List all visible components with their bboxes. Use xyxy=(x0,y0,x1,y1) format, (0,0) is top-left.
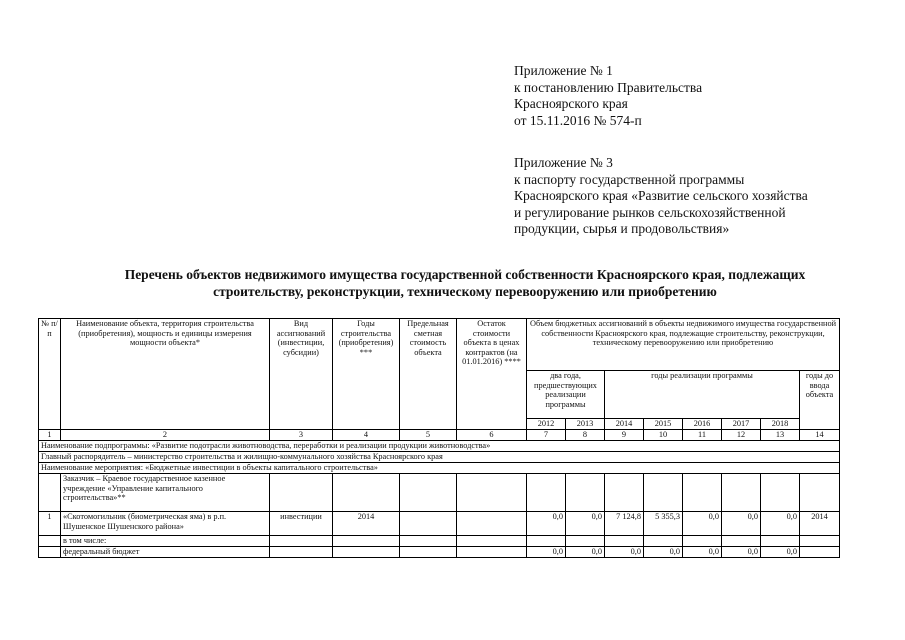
amount-cell: 5 355,3 xyxy=(644,512,683,536)
annex-line: к паспорту государственной программы xyxy=(514,171,745,187)
amount-cell: 0,0 xyxy=(722,547,761,558)
year-header: 2013 xyxy=(566,419,605,430)
year-header: 2017 xyxy=(722,419,761,430)
col-number: 14 xyxy=(800,430,840,441)
year-header: 2012 xyxy=(527,419,566,430)
table-row xyxy=(39,452,840,463)
amount-cell: 0,0 xyxy=(722,512,761,536)
col-number: 1 xyxy=(39,430,61,441)
amount-cell: 0,0 xyxy=(566,547,605,558)
col-number: 4 xyxy=(333,430,400,441)
annex-line: Приложение № 1 xyxy=(514,63,613,78)
header-volume: Объем бюджетных ассигнований в объекты недвижимого имущества государственной собственности Красноярского края, подлежащие строительству, реконструкции, техническому перевооружению или приобретению xyxy=(527,319,840,371)
col-number: 7 xyxy=(527,430,566,441)
commission-year: 2014 xyxy=(800,512,840,536)
table-row xyxy=(39,536,840,547)
customer-cell: Заказчик – Краевое государственное казенное учреждение «Управление капитального строительства»** xyxy=(61,474,270,512)
manager-row: Главный распорядитель – министерство строительства и жилищно-коммунального хозяйства Красноярского края xyxy=(39,452,840,463)
row-number: 1 xyxy=(39,512,61,536)
year-header: 2014 xyxy=(605,419,644,430)
col-number: 5 xyxy=(400,430,457,441)
table-row xyxy=(39,547,840,558)
header-cost: Предельная сметная стоимость объекта xyxy=(400,319,457,430)
col-number: 13 xyxy=(761,430,800,441)
table-row xyxy=(39,463,840,474)
col-number: 11 xyxy=(683,430,722,441)
col-number: 9 xyxy=(605,430,644,441)
header-prev-years: два года, предшествующих реализации программы xyxy=(527,371,605,419)
year-header: 2015 xyxy=(644,419,683,430)
annex-line: и регулирование рынков сельскохозяйственной xyxy=(514,204,786,220)
header-remain: Остаток стоимости объекта в ценах контрактов (на 01.01.2016) **** xyxy=(457,319,527,430)
table-row xyxy=(39,474,840,512)
amount-cell: 0,0 xyxy=(761,547,800,558)
document-title xyxy=(40,266,890,300)
amount-cell: 0,0 xyxy=(527,547,566,558)
col-number: 10 xyxy=(644,430,683,441)
annex-3-block xyxy=(514,155,808,238)
object-name: «Скотомогильник (биометрическая яма) в р.п. Шушенское Шушенского района» xyxy=(61,512,270,536)
col-number: 3 xyxy=(270,430,333,441)
including-label: в том числе: xyxy=(61,536,270,547)
year-header: 2018 xyxy=(761,419,800,430)
col-number: 2 xyxy=(61,430,270,441)
col-number: 12 xyxy=(722,430,761,441)
header-num: № п/п xyxy=(39,319,61,430)
annex-line: Приложение № 3 xyxy=(514,155,613,170)
header-name: Наименование объекта, территория строительства (приобретения), мощность и единицы измерения мощности объекта* xyxy=(61,319,270,430)
object-kind: инвестиции xyxy=(270,512,333,536)
amount-cell: 0,0 xyxy=(683,512,722,536)
annex-line: от 15.11.2016 № 574-п xyxy=(514,112,642,128)
annex-line: Красноярского края xyxy=(514,96,628,111)
title-line-2: строительству, реконструкции, техническому перевооружению или приобретению xyxy=(213,284,717,299)
col-number: 6 xyxy=(457,430,527,441)
year-header: 2016 xyxy=(683,419,722,430)
amount-cell: 0,0 xyxy=(527,512,566,536)
annex-line: Красноярского края «Развитие сельского хозяйства xyxy=(514,188,808,203)
header-impl-years: годы реализации программы xyxy=(605,371,800,419)
annex-line: к постановлению Правительства xyxy=(514,79,703,95)
amount-cell: 0,0 xyxy=(683,547,722,558)
annex-1-block xyxy=(514,63,702,129)
annex-line: продукции, сырья и продовольствия» xyxy=(514,221,730,236)
subprogram-row: Наименование подпрограммы: «Развитие подотрасли животноводства, переработки и реализации продукции животноводства» xyxy=(39,441,840,452)
object-cost xyxy=(400,512,457,536)
header-commission: годы до ввода объекта xyxy=(800,371,840,430)
measure-row: Наименование мероприятия: «Бюджетные инвестиции в объекты капитального строительства» xyxy=(39,463,840,474)
table-row xyxy=(39,512,840,536)
federal-label: федеральный бюджет xyxy=(61,547,270,558)
amount-cell: 0,0 xyxy=(566,512,605,536)
amount-cell: 0,0 xyxy=(644,547,683,558)
column-number-row xyxy=(39,430,840,441)
header-kind: Вид ассигнований (инвестиции, субсидии) xyxy=(270,319,333,430)
title-line-1: Перечень объектов недвижимого имущества государственной собственности Красноярского края, подлежащих xyxy=(124,267,806,282)
col-number: 8 xyxy=(566,430,605,441)
table-row xyxy=(39,441,840,452)
object-years: 2014 xyxy=(333,512,400,536)
amount-cell: 7 124,8 xyxy=(605,512,644,536)
amount-cell: 0,0 xyxy=(605,547,644,558)
objects-table xyxy=(38,318,840,558)
amount-cell: 0,0 xyxy=(761,512,800,536)
object-remain xyxy=(457,512,527,536)
header-years: Годы строительства (приобретения) *** xyxy=(333,319,400,430)
